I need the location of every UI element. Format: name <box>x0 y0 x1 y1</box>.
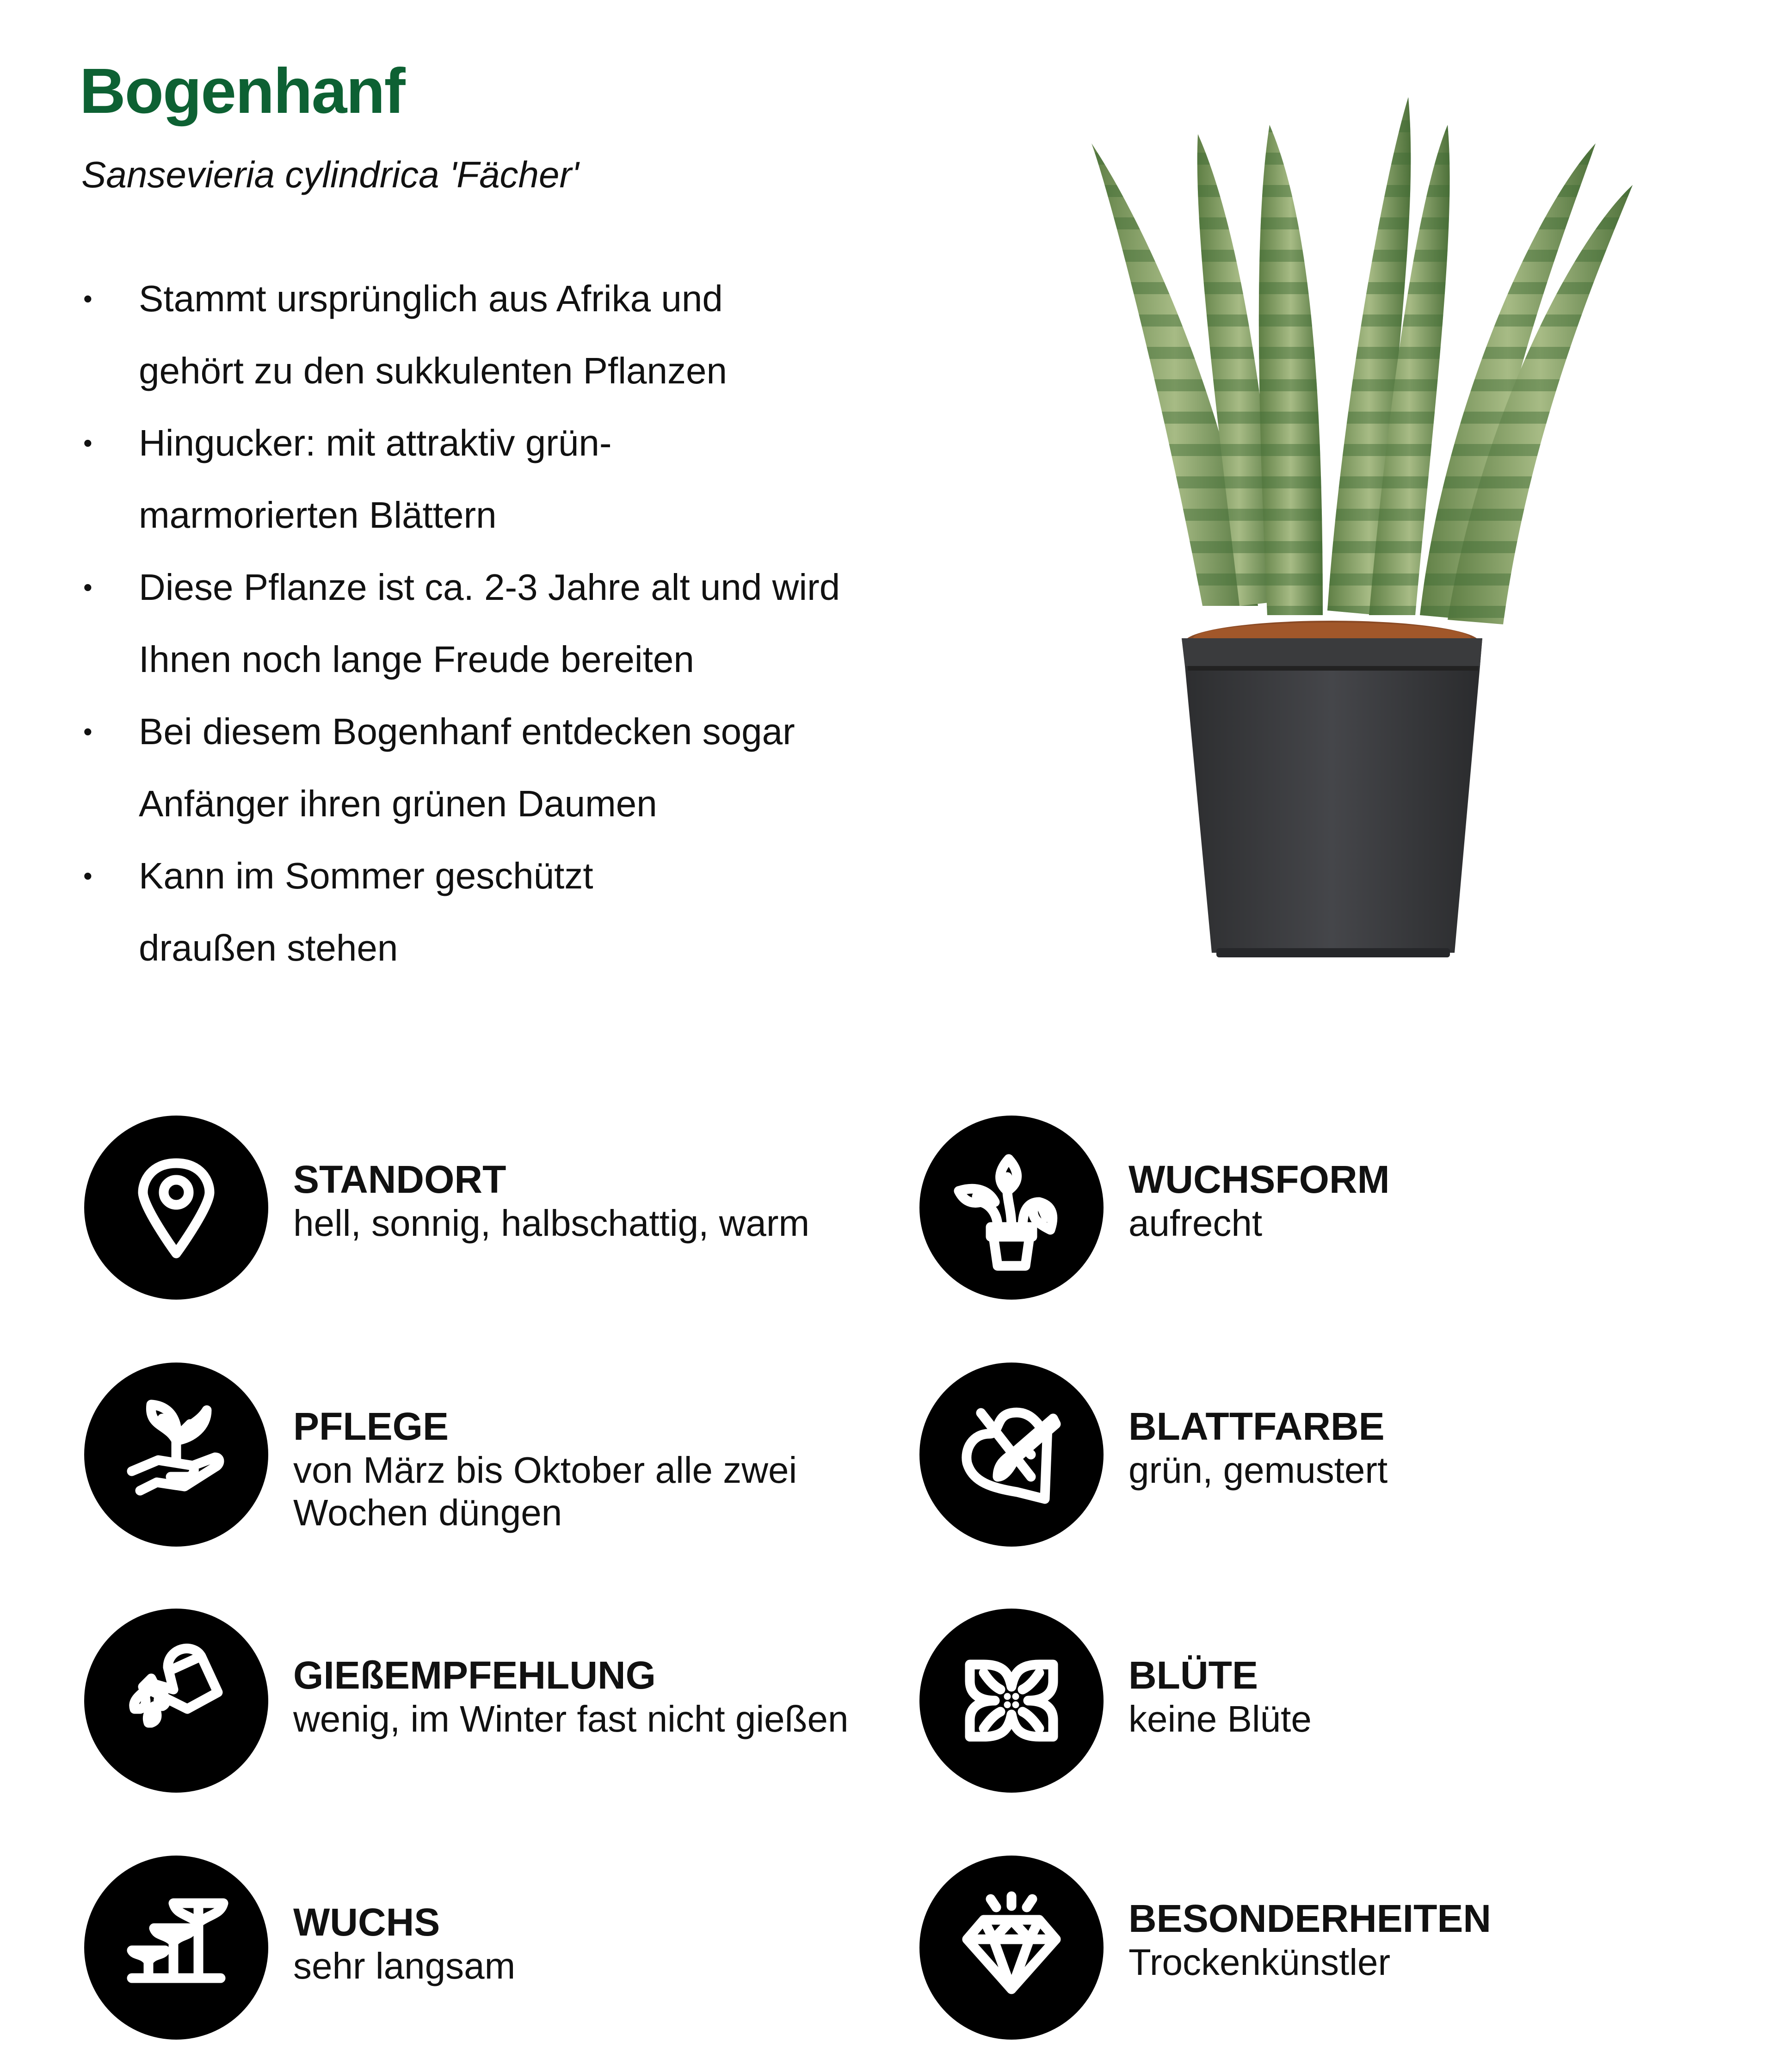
feature-wuchs <box>84 1856 917 2041</box>
bullet-dot-icon: • <box>83 428 92 457</box>
bullet-item: • Hingucker: mit attraktiv grün- <box>81 407 905 479</box>
feature-heading: BESONDERHEITEN <box>1128 1897 1492 1940</box>
feature-besonderheiten <box>919 1856 1752 2041</box>
feature-value: hell, sonnig, halbschattig, warm <box>293 1202 810 1244</box>
botanical-name: Sansevieria cylindrica 'Fächer' <box>81 154 579 195</box>
bullet-dot-icon: • <box>83 717 92 746</box>
plant-image <box>1064 88 1693 967</box>
bullet-dot-icon: • <box>83 861 92 890</box>
feature-heading: WUCHS <box>293 1900 440 1944</box>
feature-heading: GIEßEMPFEHLUNG <box>293 1653 656 1697</box>
feature-wuchsform <box>919 1116 1752 1301</box>
feature-blattfarbe <box>919 1363 1752 1548</box>
hand-seedling-icon <box>84 1363 268 1547</box>
bullet-dot-icon: • <box>83 284 92 313</box>
feature-heading: WUCHSFORM <box>1128 1158 1390 1201</box>
watering-can-icon <box>84 1609 268 1793</box>
feature-heading: BLÜTE <box>1128 1653 1258 1697</box>
feature-value: von März bis Oktober alle zwei <box>293 1449 797 1491</box>
feature-value: Trockenkünstler <box>1128 1941 1391 1983</box>
feature-value-line2: Wochen düngen <box>293 1492 562 1533</box>
feature-bluete <box>919 1609 1752 1794</box>
bullet-item-continuation: marmorierten Blättern <box>139 494 497 536</box>
feature-giessempfehlung <box>84 1609 917 1794</box>
feature-value: aufrecht <box>1128 1202 1263 1244</box>
bullet-item-continuation: gehört zu den sukkulenten Pflanzen <box>139 350 727 391</box>
leaf-brush-icon <box>919 1363 1104 1547</box>
feature-bullet-list <box>81 263 905 984</box>
bullet-item-continuation: draußen stehen <box>139 927 398 968</box>
bullet-item: • Kann im Sommer geschützt <box>81 840 905 912</box>
location-pin-icon <box>84 1116 268 1300</box>
feature-value: wenig, im Winter fast nicht gießen <box>293 1698 849 1739</box>
product-title: Bogenhanf <box>80 56 405 127</box>
flower-icon <box>919 1609 1104 1793</box>
feature-heading: PFLEGE <box>293 1405 449 1448</box>
bullet-item: • Bei diesem Bogenhanf entdecken sogar <box>81 696 905 768</box>
bullet-item: • Diese Pflanze ist ca. 2-3 Jahre alt und wird <box>81 551 905 623</box>
bullet-item-continuation: Anfänger ihren grünen Daumen <box>139 783 657 824</box>
growth-sprouts-icon <box>84 1856 268 2040</box>
feature-value: grün, gemustert <box>1128 1449 1388 1491</box>
feature-heading: BLATTFARBE <box>1128 1405 1385 1448</box>
feature-value: sehr langsam <box>293 1945 516 1986</box>
bullet-item: • Stammt ursprünglich aus Afrika und <box>81 263 905 335</box>
feature-pflege <box>84 1363 917 1548</box>
feature-standort <box>84 1116 917 1301</box>
diamond-icon <box>919 1856 1104 2040</box>
feature-value: keine Blüte <box>1128 1698 1312 1739</box>
bullet-dot-icon: • <box>83 573 92 602</box>
bullet-item-continuation: Ihnen noch lange Freude bereiten <box>139 639 694 680</box>
potted-plant-icon <box>919 1116 1104 1300</box>
feature-heading: STANDORT <box>293 1158 506 1201</box>
